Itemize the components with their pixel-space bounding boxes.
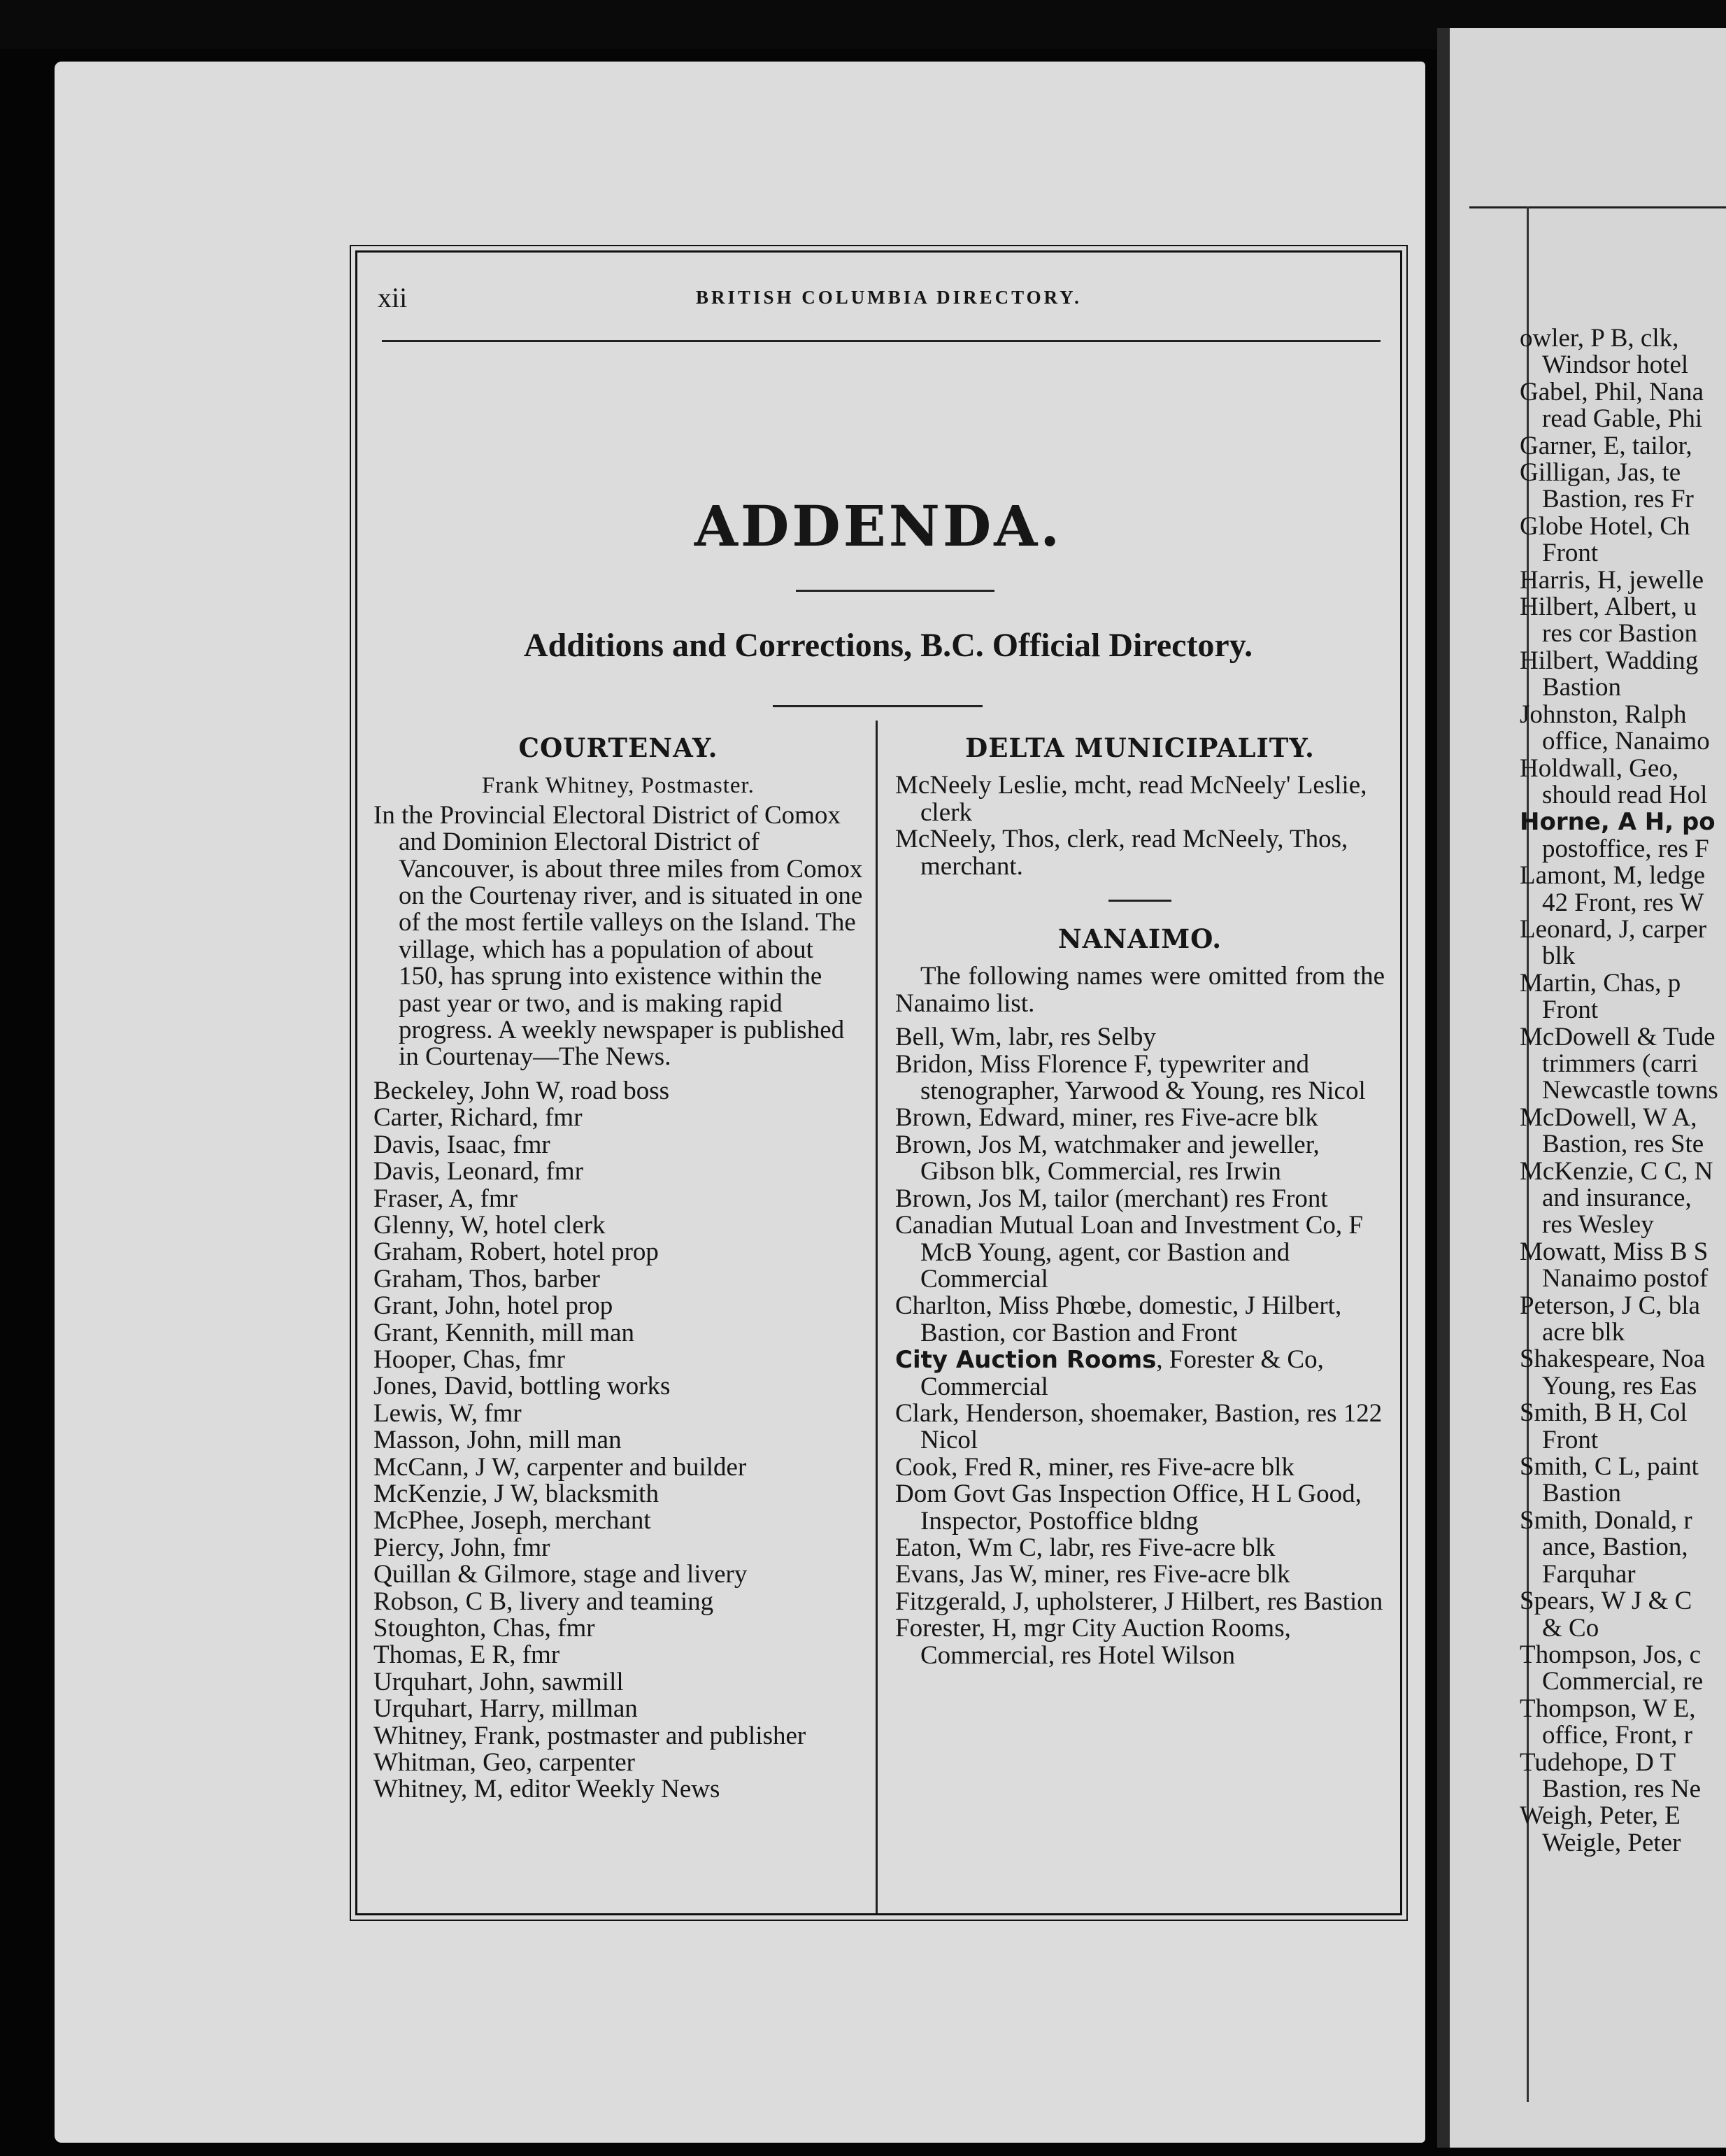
right-page-line: Lamont, M, ledge xyxy=(1520,863,1706,890)
right-page-line: Martin, Chas, p xyxy=(1520,970,1681,998)
right-page-line: Leonard, J, carper xyxy=(1520,916,1707,944)
directory-entry: Lewis, W, fmr xyxy=(373,1398,522,1428)
right-page-line: Farquhar xyxy=(1542,1561,1636,1589)
directory-entry: Dom Govt Gas Inspection Office, H L Good, Inspector, Postoffice bldng xyxy=(895,1480,1362,1536)
right-page-line: office, Nanaimo xyxy=(1542,728,1710,756)
right-page-line: Thompson, Jos, c xyxy=(1520,1641,1701,1669)
right-page-line: Front xyxy=(1542,997,1599,1024)
directory-entry: Bell, Wm, labr, res Selby xyxy=(895,1023,1156,1052)
right-page-line: Harris, H, jewelle xyxy=(1520,567,1704,595)
directory-entry: Brown, Jos M, tailor (merchant) res Front xyxy=(895,1184,1328,1213)
right-page-line: read Gable, Phi xyxy=(1542,406,1703,433)
right-page-line: Windsor hotel xyxy=(1542,352,1689,379)
right-page-line: office, Front, r xyxy=(1542,1722,1693,1750)
directory-entry: McPhee, Joseph, merchant xyxy=(373,1506,651,1536)
right-page-line: Horne, A H, po xyxy=(1520,809,1716,836)
directory-entry: Davis, Leonard, fmr xyxy=(373,1157,584,1186)
right-page-line: Globe Hotel, Ch xyxy=(1520,513,1690,541)
directory-entry: Piercy, John, fmr xyxy=(373,1533,550,1562)
title-rule xyxy=(796,590,994,592)
right-page-line: 42 Front, res W xyxy=(1542,889,1704,916)
right-page-line: Gilligan, Jas, te xyxy=(1520,460,1681,487)
directory-entry: Whitney, Frank, postmaster and publisher xyxy=(373,1721,806,1750)
directory-entry: Davis, Isaac, fmr xyxy=(373,1130,550,1159)
directory-entry: Grant, Kennith, mill man xyxy=(373,1318,635,1347)
left-column xyxy=(373,732,863,1804)
directory-entry: Whitney, M, editor Weekly News xyxy=(373,1775,720,1804)
nanaimo-entry-list-continued xyxy=(895,1400,1385,1669)
right-page-listing xyxy=(1520,325,1726,1857)
right-page-partial xyxy=(1437,28,1726,2148)
right-page-line: owler, P B, clk, xyxy=(1520,325,1679,353)
right-page-line: Gabel, Phil, Nana xyxy=(1520,378,1704,406)
directory-entry: Evans, Jas W, miner, res Five-acre blk xyxy=(895,1560,1290,1589)
right-page-line: Shakespeare, Noa xyxy=(1520,1346,1706,1373)
directory-entry: Jones, David, bottling works xyxy=(373,1372,671,1401)
right-page-line: Young, res Eas xyxy=(1542,1373,1697,1400)
directory-entry: Urquhart, John, sawmill xyxy=(373,1667,624,1696)
right-page-line: Smith, B H, Col xyxy=(1520,1400,1688,1427)
directory-entry: Quillan & Gilmore, stage and livery xyxy=(373,1560,748,1589)
directory-entry: Graham, Robert, hotel prop xyxy=(373,1237,659,1267)
directory-entry: Charlton, Miss Phœbe, domestic, J Hilbert, Bastion, cor Bastion and Front xyxy=(895,1291,1342,1347)
right-page-line: postoffice, res F xyxy=(1542,835,1709,863)
directory-entry: Graham, Thos, barber xyxy=(373,1264,600,1293)
right-page-line: Bastion, res Fr xyxy=(1542,486,1694,513)
directory-entry: Clark, Henderson, shoemaker, Bastion, res 122 Nicol xyxy=(895,1398,1383,1455)
directory-entry: Fraser, A, fmr xyxy=(373,1184,518,1213)
section-heading-nanaimo: NANAIMO. xyxy=(1057,923,1222,955)
directory-entry: Whitman, Geo, carpenter xyxy=(373,1748,635,1778)
right-page-line: Mowatt, Miss B S xyxy=(1520,1238,1709,1266)
right-page-line: Garner, E, tailor, xyxy=(1520,432,1692,460)
right-page-line: Smith, C L, paint xyxy=(1520,1454,1699,1481)
directory-entry: Robson, C B, livery and teaming xyxy=(373,1587,714,1616)
right-page-line: Hilbert, Albert, u xyxy=(1520,594,1697,621)
right-page-line: Newcastle towns xyxy=(1542,1077,1718,1105)
directory-entry: Brown, Edward, miner, res Five-acre blk xyxy=(895,1103,1318,1133)
right-page-line: Thompson, W E, xyxy=(1520,1695,1696,1723)
right-page-line: McDowell, W A, xyxy=(1520,1104,1697,1132)
right-page-line: acre blk xyxy=(1542,1319,1625,1347)
right-page-line: Weigh, Peter, E xyxy=(1520,1803,1681,1830)
right-page-line: trimmers (carri xyxy=(1542,1050,1698,1078)
directory-entry: McNeely, Thos, clerk, read McNeely, Thos, merchant. xyxy=(895,825,1348,881)
right-page-line: Smith, Donald, r xyxy=(1520,1507,1692,1535)
right-page-head-rule xyxy=(1469,206,1726,208)
right-page-line: Commercial, re xyxy=(1542,1668,1704,1696)
right-page-line: McDowell & Tude xyxy=(1520,1023,1716,1051)
directory-entry: Beckeley, John W, road boss xyxy=(373,1076,670,1105)
bold-entry-name: City Auction Rooms xyxy=(895,1346,1157,1375)
running-head: BRITISH COLUMBIA DIRECTORY. xyxy=(696,287,1082,308)
directory-entry: Brown, Jos M, watchmaker and jeweller, Gibson blk, Commercial, res Irwin xyxy=(895,1130,1320,1186)
page-subtitle: Additions and Corrections, B.C. Official Directory. xyxy=(523,627,1253,664)
right-page-line: res cor Bastion xyxy=(1542,620,1697,648)
courtenay-postmaster: Frank Whitney, Postmaster. xyxy=(482,773,755,799)
directory-entry: McNeely Leslie, mcht, read McNeely' Leslie, clerk xyxy=(895,771,1367,827)
directory-entry: Carter, Richard, fmr xyxy=(373,1103,583,1133)
right-page-line: Bastion, res Ne xyxy=(1542,1775,1702,1803)
directory-entry: Grant, John, hotel prop xyxy=(373,1291,613,1321)
right-page-line: res Wesley xyxy=(1542,1212,1654,1239)
right-page-line: & Co xyxy=(1542,1615,1599,1642)
right-page-line: blk xyxy=(1542,943,1576,970)
right-page-line: Johnston, Ralph xyxy=(1520,701,1687,729)
directory-entry: Forester, H, mgr City Auction Rooms, Commercial, res Hotel Wilson xyxy=(895,1614,1291,1670)
directory-entry: McKenzie, J W, blacksmith xyxy=(373,1479,659,1508)
directory-entry: Bridon, Miss Florence F, typewriter and stenographer, Yarwood & Young, res Nicol xyxy=(895,1049,1366,1106)
nanaimo-intro: The following names were omitted from the Nanaimo list. xyxy=(895,962,1385,1018)
directory-entry: Eaton, Wm C, labr, res Five-acre blk xyxy=(895,1533,1276,1562)
nanaimo-bold-entry xyxy=(895,1347,1385,1400)
right-page-line: Front xyxy=(1542,1426,1599,1454)
column-divider xyxy=(876,721,878,1913)
right-page-line: Bastion xyxy=(1542,1480,1622,1508)
right-page-line: Holdwall, Geo, xyxy=(1520,755,1679,782)
right-page-line: ance, Bastion, xyxy=(1542,1534,1688,1561)
subtitle-rule xyxy=(773,705,983,707)
directory-entry: Masson, John, mill man xyxy=(373,1426,622,1455)
right-page-line: Spears, W J & C xyxy=(1520,1588,1692,1615)
right-page-line: should read Hol xyxy=(1542,781,1708,809)
directory-entry: McCann, J W, carpenter and builder xyxy=(373,1452,747,1482)
section-heading-courtenay: COURTENAY. xyxy=(518,732,718,763)
directory-entry: Fitzgerald, J, upholsterer, J Hilbert, res Bastion xyxy=(895,1587,1383,1616)
page-number: xii xyxy=(378,282,408,313)
right-page-line: Weigle, Peter xyxy=(1542,1829,1681,1857)
page-title: ADDENDA. xyxy=(694,493,1063,559)
directory-entry: Canadian Mutual Loan and Investment Co, F McB Young, agent, cor Bastion and Commercial xyxy=(895,1211,1363,1293)
directory-entry: Stoughton, Chas, fmr xyxy=(373,1614,595,1643)
right-page-line: Front xyxy=(1542,540,1599,567)
right-page-line: Bastion xyxy=(1542,674,1622,702)
section-heading-delta: DELTA MUNICIPALITY. xyxy=(965,732,1315,763)
right-page-line: Hilbert, Wadding xyxy=(1520,647,1699,675)
right-page-line: McKenzie, C C, N xyxy=(1520,1158,1713,1185)
courtenay-description: In the Provincial Electoral District of Comox and Dominion Electoral District of Vancouver, is about three miles from Comox on the Courtenay river, and is situated in one of the most fertile valleys on the Island. The village, which has a population of about 150, has sprung into existence within the past year or two, and is making rapid progress. A weekly newspaper is published in Courtenay—The News. xyxy=(373,800,863,1072)
courtenay-entry-list xyxy=(373,1078,863,1803)
right-page-line: and insurance, xyxy=(1542,1185,1692,1212)
nanaimo-entry-list xyxy=(895,1024,1385,1347)
delta-entry-list xyxy=(895,772,1385,880)
directory-entry: Hooper, Chas, fmr xyxy=(373,1345,565,1374)
directory-entry: Urquhart, Harry, millman xyxy=(373,1694,638,1724)
directory-entry: Glenny, W, hotel clerk xyxy=(373,1210,606,1240)
section-rule xyxy=(1108,900,1171,902)
directory-entry: Cook, Fred R, miner, res Five-acre blk xyxy=(895,1452,1294,1482)
header-rule xyxy=(382,340,1381,342)
right-page-line: Peterson, J C, bla xyxy=(1520,1292,1700,1320)
right-page-line: Nanaimo postof xyxy=(1542,1265,1709,1293)
right-page-line: Bastion, res Ste xyxy=(1542,1131,1704,1158)
bold-entry-rest: , Forester & Co, Commercial xyxy=(920,1345,1324,1401)
right-page-line: Tudehope, D T xyxy=(1520,1749,1676,1776)
directory-entry: Thomas, E R, fmr xyxy=(373,1640,560,1670)
right-column xyxy=(895,732,1385,1670)
